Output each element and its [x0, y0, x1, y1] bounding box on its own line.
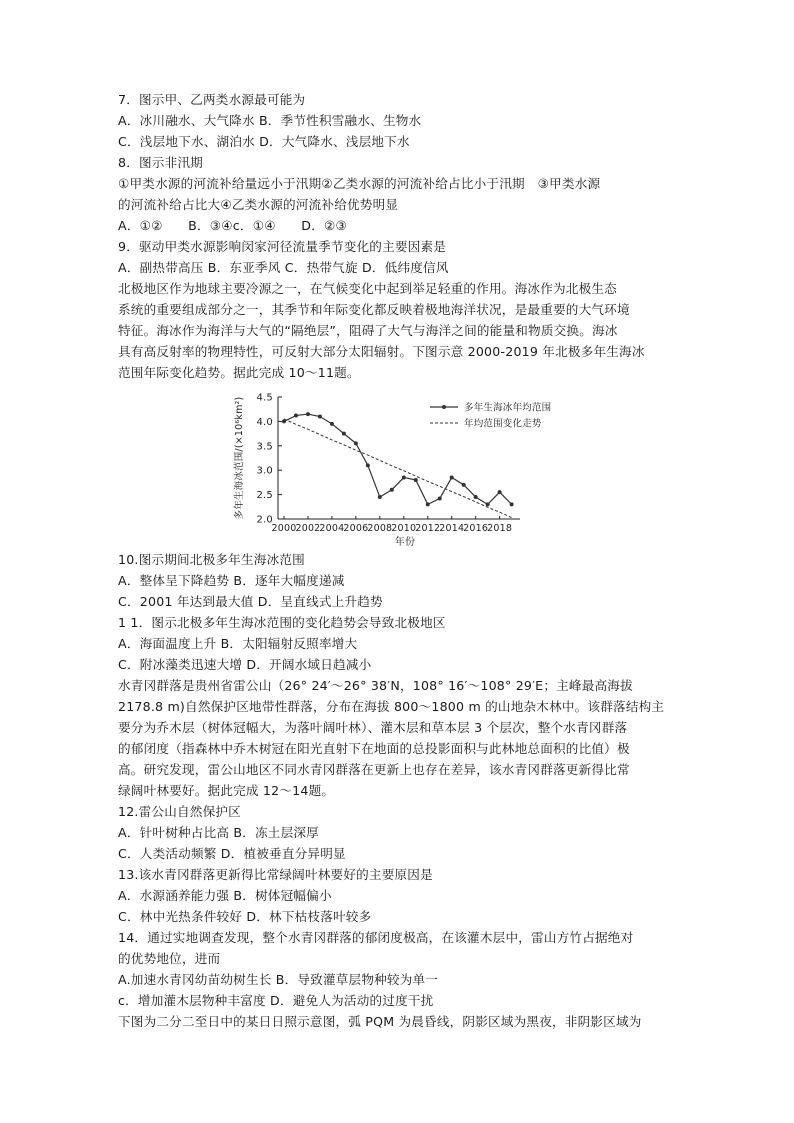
legend-label-annual-mean: 多年生海冰年均范围 [464, 402, 552, 414]
data-point [306, 412, 310, 416]
x-tick-label: 2008 [367, 523, 393, 534]
data-point [378, 495, 382, 499]
intro-line: 范围年际变化趋势。据此完成 10～11题。 [118, 365, 360, 380]
question-7-options-ab: A．冰川融水、大气降水 B．季节性积雪融水、生物水 [118, 113, 422, 128]
x-tick-label: 2004 [319, 523, 345, 534]
data-point [474, 495, 478, 499]
intro-line: 北极地区作为地球主要冷源之一，在气候变化中起到举足轻重的作用。海冰作为北极生态 [118, 281, 617, 296]
question-10-options-ab: A．整体呈下降趋势 B．逐年大幅度递减 [118, 573, 345, 588]
data-point [462, 483, 466, 487]
data-point [438, 497, 442, 501]
y-axis-label: 多年生海冰范围/(×10⁶km²) [234, 396, 245, 520]
question-14-options-ab: A.加速水青冈幼苗幼树生长 B．导致灌草层物种较为单一 [118, 972, 439, 987]
data-point [450, 476, 454, 480]
data-point [402, 476, 406, 480]
question-11-stem: 1 1．图示北极多年生海冰范围的变化趋势会导致北极地区 [118, 615, 446, 630]
data-point [486, 502, 490, 506]
exam-content [118, 89, 678, 1032]
y-tick-label: 4.5 [256, 392, 273, 404]
data-point [498, 490, 502, 494]
sea-ice-chart [118, 387, 678, 547]
data-point [330, 422, 334, 426]
question-13-stem: 13.该水青冈群落更新得比常绿阔叶林要好的主要原因是 [118, 867, 433, 882]
x-tick-label: 2002 [295, 523, 321, 534]
intro-line: 绿阔叶林要好。据此完成 12～14题。 [118, 783, 335, 798]
intro-line: 的郁闭度（指森林中乔木树冠在阳光直射下在地面的总投影面积与此林地总面积的比值）极 [118, 741, 630, 756]
sea-ice-chart-svg [118, 387, 678, 547]
questions-12-14 [118, 801, 678, 1032]
legend-marker [442, 405, 446, 409]
x-tick-label: 2006 [343, 523, 369, 534]
question-14-stem: 14．通过实地调查发现，整个水青冈群落的郁闭度极高，在该灌木层中，雷山方竹占据绝对 [118, 930, 634, 945]
x-tick-label: 2000 [271, 523, 297, 534]
next-section-intro: 下图为二分二至日中的某日日照示意图，弧 PQM 为晨昏线，阴影区域为黑夜，非阴影区域为 [118, 1014, 642, 1029]
data-point [510, 502, 514, 506]
question-11-options-ab: A．海面温度上升 B．太阳辐射反照率增大 [118, 636, 358, 651]
question-9-stem: 9．驱动甲类水源影响闵家河径流量季节变化的主要因素是 [118, 239, 447, 254]
question-14-options-cd: c．增加灌木层物种丰富度 D．避免人为活动的过度干扰 [118, 993, 434, 1008]
data-point [294, 414, 298, 418]
y-tick-label: 4.0 [256, 416, 273, 428]
question-8-options: A．①② B．③④c．①④ D．②③ [118, 218, 347, 233]
intro-line: 高。研究发现，雷公山地区不同水青冈群落在更新上也存在差异，该水青冈群落更新得比常 [118, 762, 630, 777]
data-point [390, 488, 394, 492]
question-13-options-ab: A．水源涵养能力强 B．树体冠幅偏小 [118, 888, 332, 903]
question-12-stem: 12.雷公山自然保护区 [118, 804, 241, 819]
questions-10-11 [118, 549, 678, 675]
intro-line: 具有高反射率的物理特性，可反射大部分太阳辐射。下图示意 2000-2019 年北极多年生海冰 [118, 344, 645, 359]
x-axis-label: 年份 [394, 537, 416, 547]
question-12-options-cd: C．人类活动频繁 D．植被垂直分异明显 [118, 846, 346, 861]
question-8-statements-1: ①甲类水源的河流补给量远小于汛期②乙类水源的河流补给占比小于汛期 ③甲类水源 [118, 176, 601, 191]
y-tick-label: 3.5 [256, 441, 273, 453]
question-8-stem: 8．图示非汛期 [118, 155, 203, 170]
question-14-stem-cont: 的优势地位，进而 [118, 951, 221, 966]
x-tick-label: 2014 [439, 523, 465, 534]
intro-line: 水青冈群落是贵州省雷公山（26° 24′～26° 38′N，108° 16′～108° 29′E；主峰最高海拔 [118, 678, 633, 693]
y-tick-label: 3.0 [256, 465, 273, 477]
data-point [414, 478, 418, 482]
series-line-trend [284, 419, 512, 518]
intro-line: 特征。海冰作为海洋与大气的“隔绝层”，阻碍了大气与海洋之间的能量和物质交换。海冰 [118, 323, 618, 338]
data-point [342, 432, 346, 436]
intro-line: 系统的重要组成部分之一，其季节和年际变化都反映着极地海洋状况，是最重要的大气环境 [118, 302, 630, 317]
x-tick-label: 2012 [415, 523, 441, 534]
forest-intro [118, 675, 678, 801]
y-tick-label: 2.0 [256, 514, 273, 526]
question-7-stem: 7．图示甲、乙两类水源最可能为 [118, 92, 306, 107]
y-tick-label: 2.5 [256, 490, 273, 502]
data-point [354, 441, 358, 445]
sea-ice-intro [118, 278, 678, 383]
x-tick-label: 2016 [463, 523, 489, 534]
x-tick-label: 2010 [391, 523, 417, 534]
question-10-stem: 10.图示期间北极多年生海冰范围 [118, 552, 305, 567]
question-10-options-cd: C．2001 年达到最大值 D．呈直线式上升趋势 [118, 594, 383, 609]
question-9-options: A．副热带高压 B．东亚季风 C．热带气旋 D．低纬度信风 [118, 260, 449, 275]
intro-line: 2178.8 m)自然保护区地带性群落，分布在海拔 800～1800 m 的山地杂木林中。该群落结构主 [118, 699, 665, 714]
data-point [318, 415, 322, 419]
question-7-options-cd: C．浅层地下水、湖泊水 D．大气降水、浅层地下水 [118, 134, 410, 149]
question-12-options-ab: A．针叶树种占比高 B．冻土层深厚 [118, 825, 319, 840]
data-point [426, 502, 430, 506]
question-13-options-cd: C．林中光热条件较好 D．林下枯枝落叶较多 [118, 909, 372, 924]
questions-7-9 [118, 89, 678, 278]
question-8-statements-2: 的河流补给占比大④乙类水源的河流补给优势明显 [118, 197, 399, 212]
question-11-options-cd: C．附冰藻类迅速大增 D．开阔水域日趋减小 [118, 657, 372, 672]
intro-line: 要分为乔木层（树体冠幅大，为落叶阔叶林）、灌木层和草本层 3 个层次，整个水青冈群落 [118, 720, 628, 735]
data-point [366, 463, 370, 467]
x-tick-label: 2018 [487, 523, 513, 534]
legend-label-trend: 年均范围变化走势 [464, 418, 542, 430]
